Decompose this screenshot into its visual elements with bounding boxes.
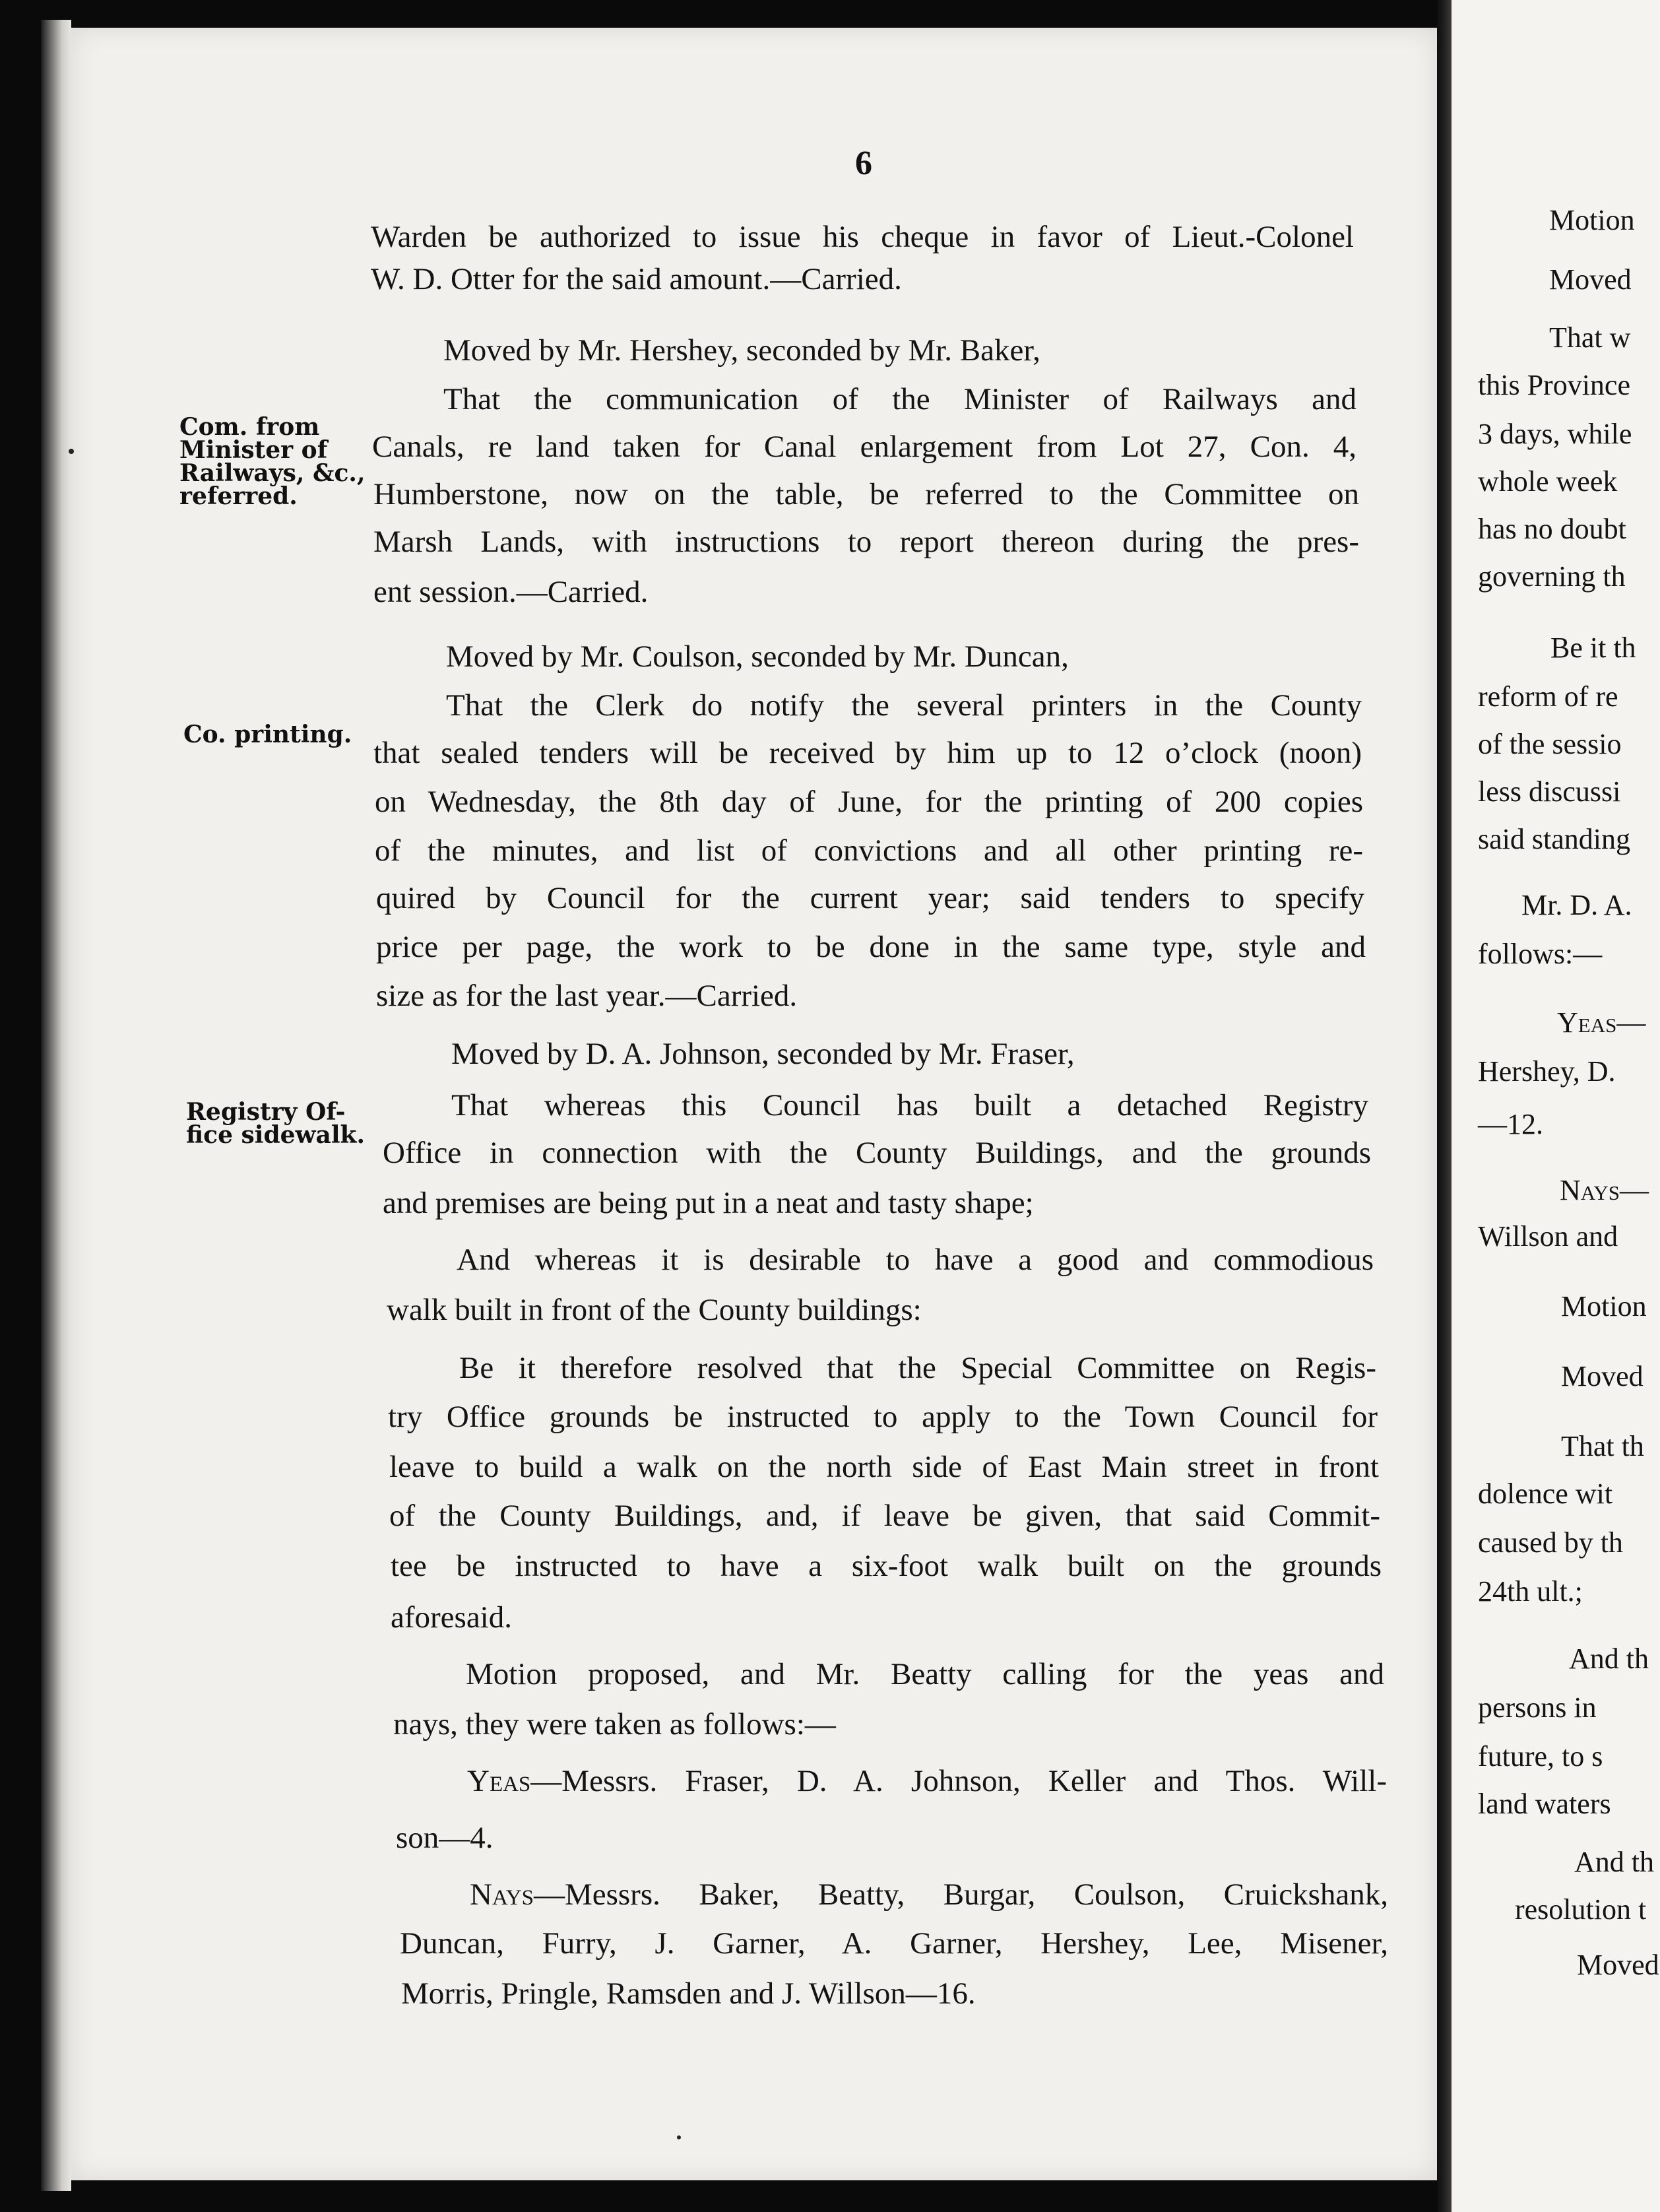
- right-text-line: resolution t: [1515, 1893, 1647, 1926]
- print-speck: [69, 449, 74, 454]
- text-line: Be it therefore resolved that the Special Committee on Regis-: [459, 1351, 1376, 1385]
- right-text-line: of the sessio: [1478, 728, 1622, 760]
- right-text-line: —12.: [1478, 1108, 1543, 1140]
- right-text-line: Moved: [1577, 1949, 1659, 1981]
- right-text-line: 3 days, while: [1478, 418, 1632, 450]
- right-text-line: follows:—: [1478, 938, 1603, 970]
- text-line: on Wednesday, the 8th day of June, for the printing of 200 copies: [375, 785, 1363, 819]
- text-line: That whereas this Council has built a detached Registry: [451, 1088, 1368, 1122]
- nays-label: Nays: [470, 1877, 534, 1912]
- right-text-line: caused by th: [1478, 1526, 1623, 1559]
- right-text-line: land waters: [1478, 1788, 1611, 1820]
- text-line: Moved by D. A. Johnson, seconded by Mr. Fraser,: [451, 1037, 1075, 1071]
- print-speck: [677, 2135, 681, 2139]
- text-line: Morris, Pringle, Ramsden and J. Willson—16.: [401, 1976, 976, 2011]
- right-text-line: whole week: [1478, 465, 1618, 498]
- text-line: and premises are being put in a neat and tasty shape;: [383, 1186, 1034, 1220]
- right-text-line: Moved: [1561, 1360, 1644, 1392]
- text-line: That the Clerk do notify the several printers in the County: [446, 688, 1362, 723]
- margin-note-registry: Registry Of- fice sidewalk.: [186, 1098, 366, 1149]
- text-line: Motion proposed, and Mr. Beatty calling for the yeas and: [466, 1657, 1384, 1691]
- yeas-label: Yeas: [467, 1764, 531, 1798]
- text-line: tee be instructed to have a six-foot walk built on the grounds: [391, 1549, 1382, 1583]
- right-text-line: Mr. D. A.: [1521, 889, 1632, 921]
- right-text-line: Be it th: [1550, 632, 1636, 664]
- right-text-line: Moved: [1549, 263, 1632, 296]
- text-line: Duncan, Furry, J. Garner, A. Garner, Hershey, Lee, Misener,: [400, 1926, 1388, 1961]
- page-edge-left: [41, 20, 71, 2191]
- text-line: And whereas it is desirable to have a good and commodious: [457, 1243, 1374, 1277]
- right-text-line: dolence wit: [1478, 1478, 1613, 1510]
- right-text-line: Yeas—: [1557, 1006, 1646, 1039]
- text-line: leave to build a walk on the north side of East Main street in front: [389, 1450, 1379, 1484]
- right-text-line: reform of re: [1478, 680, 1618, 713]
- text-line: Marsh Lands, with instructions to report thereon during the pres-: [373, 525, 1359, 559]
- text-line: aforesaid.: [391, 1600, 512, 1635]
- text-line: walk built in front of the County buildings:: [387, 1293, 922, 1327]
- right-text-line: Willson and: [1478, 1220, 1618, 1252]
- right-text-line: And th: [1569, 1643, 1649, 1675]
- right-text-line: this Province: [1478, 369, 1630, 401]
- text-line: quired by Council for the current year; said tenders to specify: [376, 881, 1364, 915]
- text-line: That the communication of the Minister of Railways and: [443, 382, 1357, 416]
- text-line: Moved by Mr. Hershey, seconded by Mr. Baker,: [443, 333, 1040, 368]
- right-text-line: has no doubt: [1478, 513, 1626, 545]
- right-text-line: 24th ult.;: [1478, 1575, 1583, 1608]
- text-line: Warden be authorized to issue his cheque in favor of Lieut.-Colonel: [371, 220, 1354, 254]
- text-line: son—4.: [396, 1821, 494, 1855]
- right-text-line: That w: [1549, 321, 1631, 354]
- text-line: Office in connection with the County Buildings, and the grounds: [383, 1136, 1371, 1170]
- text-line: try Office grounds be instructed to apply to the Town Council for: [388, 1400, 1378, 1434]
- book-gutter: [1437, 0, 1452, 2212]
- right-text-line: governing th: [1478, 560, 1626, 593]
- right-text-line: Nays—: [1560, 1174, 1649, 1206]
- nays-line: Nays—Messrs. Baker, Beatty, Burgar, Coulson, Cruickshank,: [470, 1877, 1388, 1912]
- margin-note-railways: Com. from Minister of Railways, &c., referred.: [179, 413, 366, 510]
- right-text-line: less discussi: [1478, 775, 1621, 808]
- right-text-line: Motion: [1549, 204, 1635, 236]
- right-text-line: said standing: [1478, 823, 1630, 855]
- right-text-line: Hershey, D.: [1478, 1055, 1616, 1088]
- text-line: Humberstone, now on the table, be referred to the Committee on: [373, 477, 1359, 511]
- text-line: ent session.—Carried.: [373, 575, 649, 609]
- right-text-line: That th: [1561, 1430, 1644, 1462]
- text-line: that sealed tenders will be received by him up to 12 o’clock (noon): [373, 736, 1362, 770]
- text-line: nays, they were taken as follows:—: [393, 1707, 836, 1741]
- right-text-line: And th: [1574, 1846, 1654, 1878]
- yeas-line: Yeas—Messrs. Fraser, D. A. Johnson, Keller and Thos. Will-: [467, 1764, 1387, 1798]
- margin-note-printing: Co. printing.: [183, 721, 352, 748]
- text-line: price per page, the work to be done in the same type, style and: [376, 930, 1366, 964]
- text-line: Canals, re land taken for Canal enlargement from Lot 27, Con. 4,: [372, 430, 1357, 464]
- page-number: 6: [855, 145, 872, 182]
- right-text-line: future, to s: [1478, 1740, 1603, 1773]
- right-text-line: Motion: [1561, 1290, 1647, 1322]
- text-line: of the minutes, and list of convictions and all other printing re-: [375, 833, 1363, 868]
- right-text-line: persons in: [1478, 1691, 1597, 1724]
- text-line: of the County Buildings, and, if leave be given, that said Commit-: [389, 1499, 1380, 1533]
- text-line: size as for the last year.—Carried.: [376, 979, 798, 1013]
- text-line: Moved by Mr. Coulson, seconded by Mr. Duncan,: [446, 639, 1069, 674]
- text-line: W. D. Otter for the said amount.—Carried.: [371, 262, 902, 296]
